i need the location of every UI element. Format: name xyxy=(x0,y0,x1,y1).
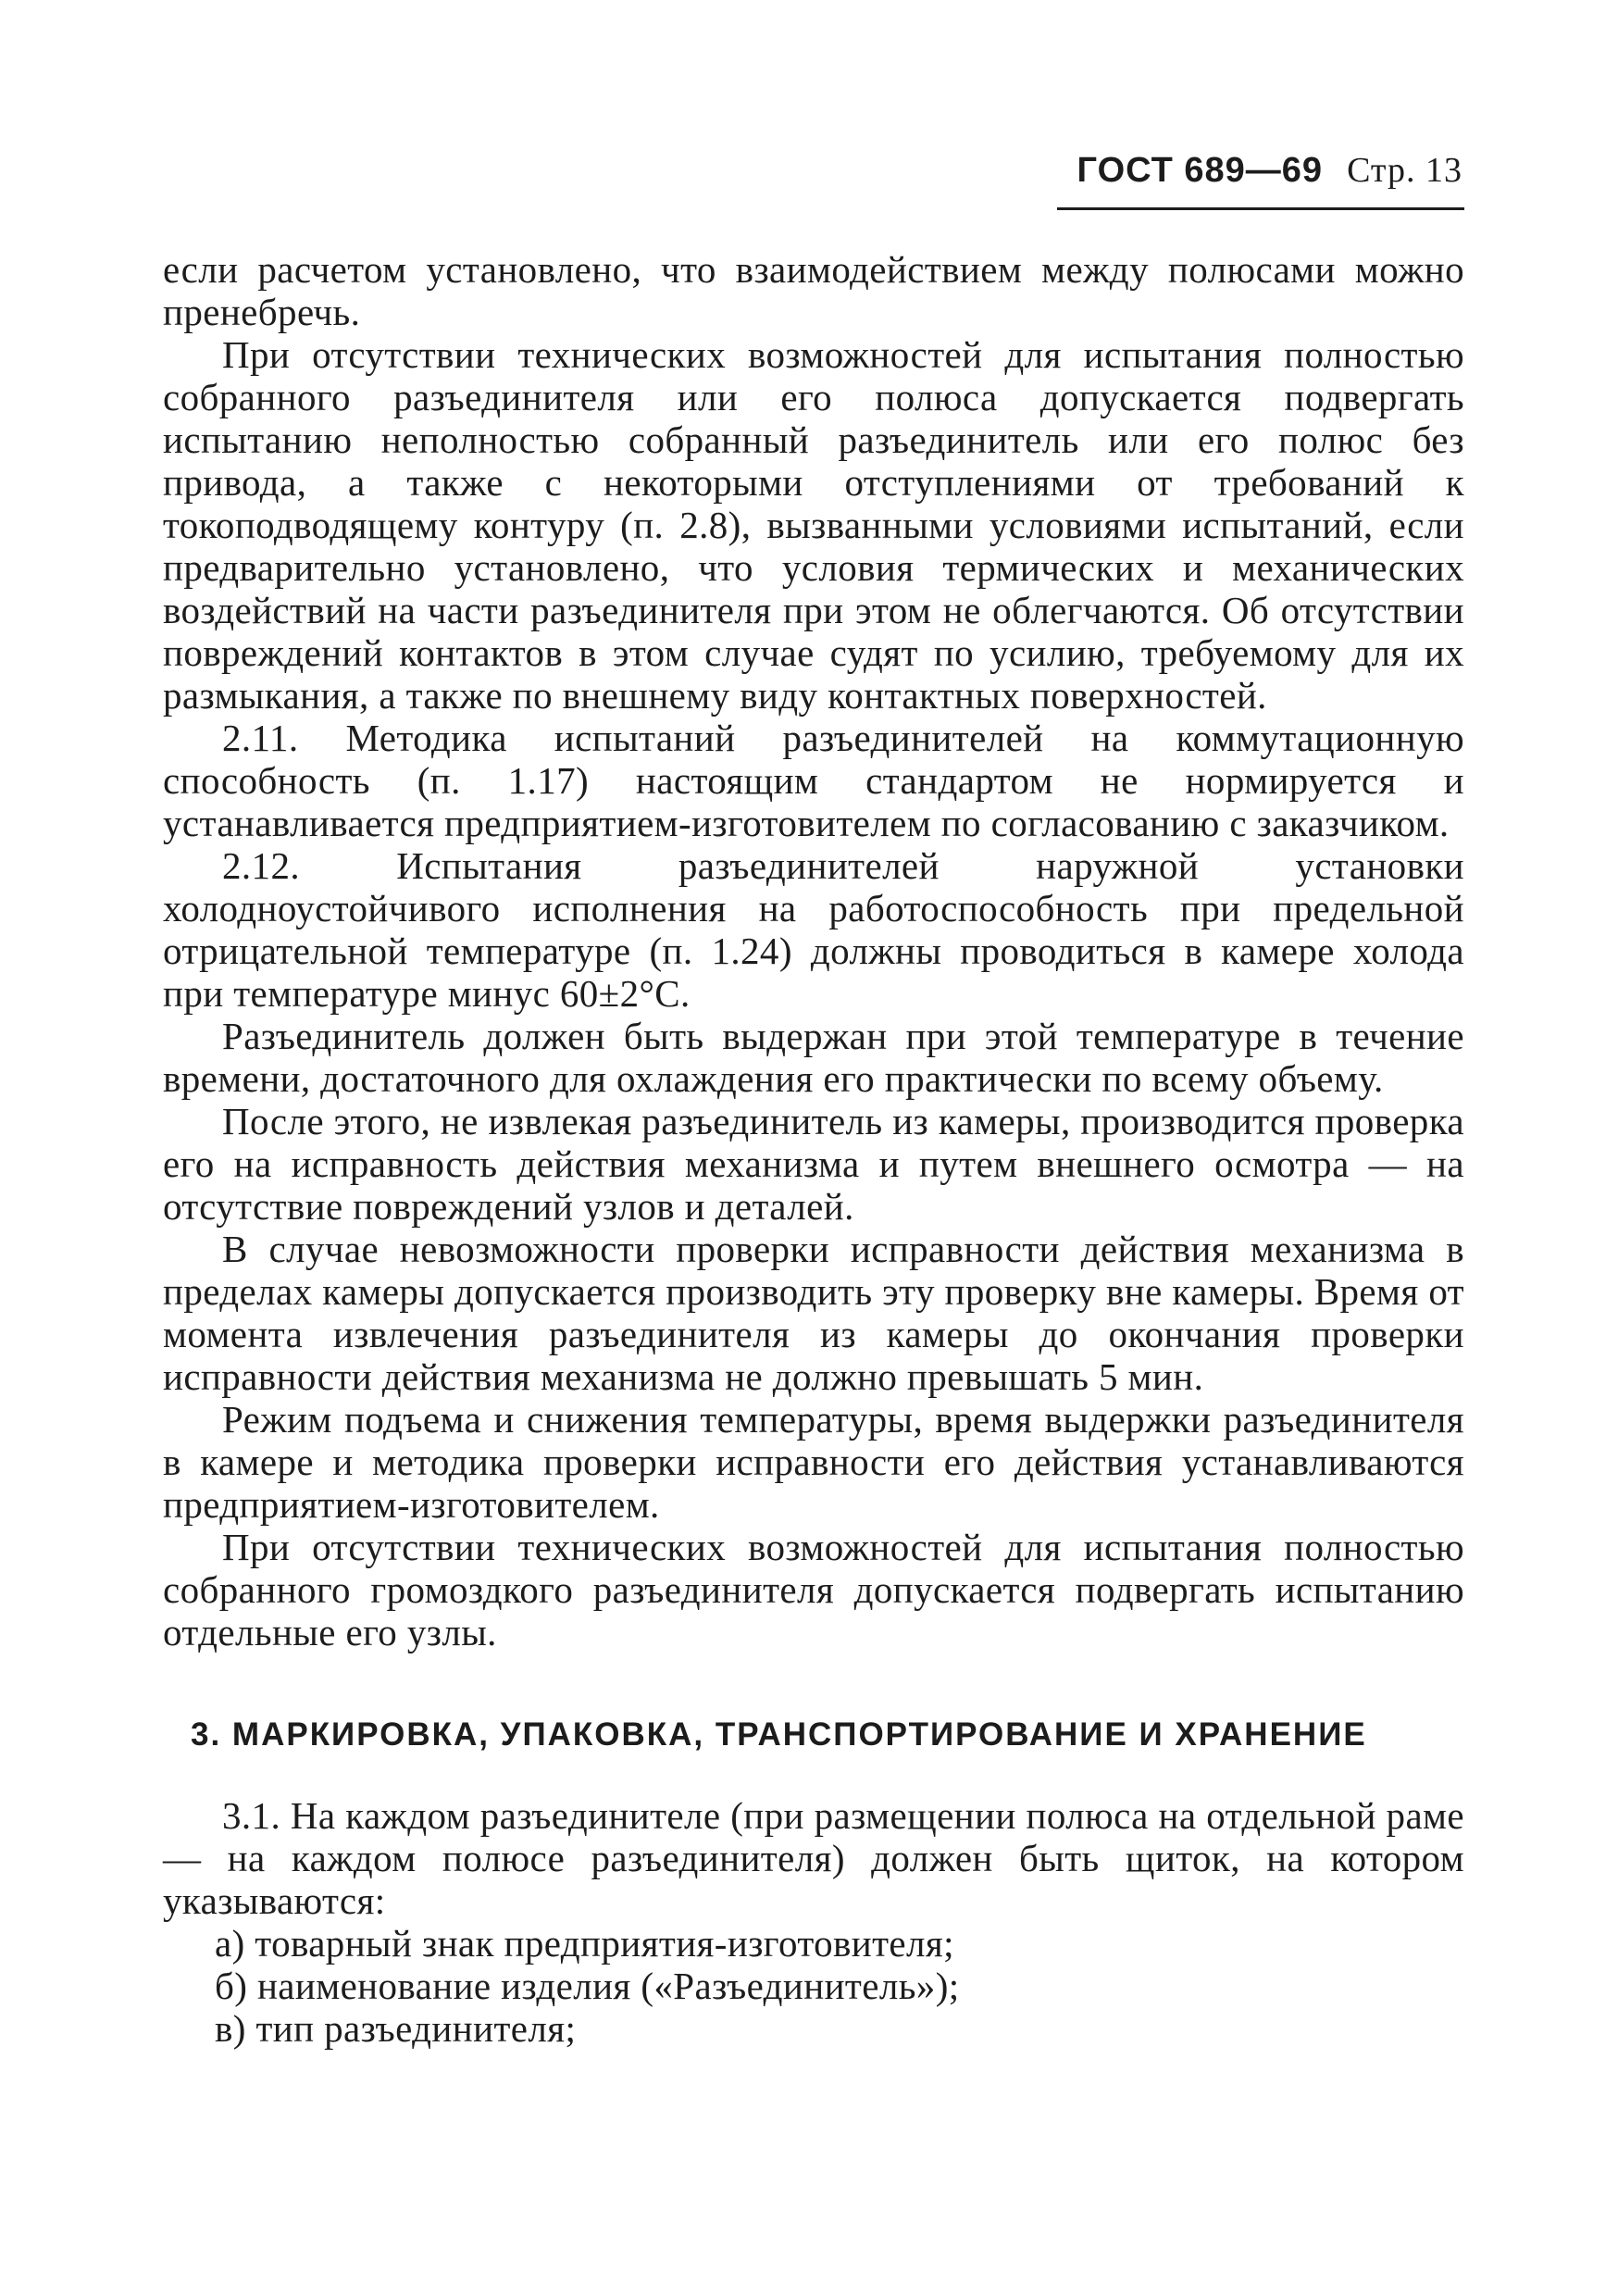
list-item-product-name: б) наименование изделия («Разъединитель»); xyxy=(215,1965,960,2007)
page-header xyxy=(1055,146,1462,202)
paragraph-inspection: После этого, не извлекая разъединитель из камеры, производится проверка его на исправность действия механизма и путем внешнего осмотра — на отсутствие повреждений узлов и деталей. xyxy=(163,1100,1464,1228)
paragraph-holding-time: Разъединитель должен быть выдержан при этой температуре в течение времени, достаточного для охлаждения его практически по всему объему. xyxy=(163,1015,1464,1100)
standard-number: ГОСТ 689—69 xyxy=(1077,151,1324,190)
paragraph-bulky-disconnector: При отсутствии технических возможностей для испытания полностью собранного громоздкого разъединителя допускается подвергать испытанию отдельные его узлы. xyxy=(163,1526,1464,1653)
paragraph-outside-chamber: В случае невозможности проверки исправности действия механизма в пределах камеры допускается производить эту проверку вне камеры. Время от момента извлечения разъединителя из камеры до окончания проверки исправности действия механизма не должно превышать 5 мин. xyxy=(163,1228,1464,1398)
paragraph-2-12: 2.12. Испытания разъединителей наружной установки холодноустойчивого исполнения на работоспособность при предельной отрицательной температуре (п. 1.24) должны проводиться в камере холода при температуре минус 60±2°С. xyxy=(163,844,1464,1015)
page-number: Стр. 13 xyxy=(1347,151,1462,190)
list-item-trademark: а) товарный знак предприятия-изготовителя; xyxy=(215,1922,954,1965)
paragraph-3-1: 3.1. На каждом разъединителе (при размещении полюса на отдельной раме — на каждом полюсе разъединителя) должен быть щиток, на котором указываются: xyxy=(163,1794,1464,1922)
header-rule xyxy=(1057,207,1464,210)
paragraph-incomplete-assembly: При отсутствии технических возможностей для испытания полностью собранного разъединителя или его полюса допускается подвергать испытанию неполностью собранный разъединитель или его полюс без привода, а также с некоторыми отступлениями от требований к токоподводящему контуру (п. 2.8), вызванными условиями испытаний, если предварительно установлено, что условия термических и механических воздействий на части разъединителя при этом не облегчаются. Об отсутствии повреждений контактов в этом случае судят по усилию, требуемому для их размыкания, а также по внешнему виду контактных поверхностей. xyxy=(163,333,1464,717)
document-body xyxy=(163,248,1464,2050)
list-item-type: в) тип разъединителя; xyxy=(215,2007,577,2050)
section-3-heading: 3. МАРКИРОВКА, УПАКОВКА, ТРАНСПОРТИРОВАНИЕ И ХРАНЕНИЕ xyxy=(191,1716,1367,1753)
paragraph-temperature-mode: Режим подъема и снижения температуры, время выдержки разъединителя в камере и методика проверки исправности его действия устанавливаются предприятием-изготовителем. xyxy=(163,1398,1464,1526)
paragraph-2-11: 2.11. Методика испытаний разъединителей на коммутационную способность (п. 1.17) настоящим стандартом не нормируется и устанавливается предприятием-изготовителем по согласованию с заказчиком. xyxy=(163,717,1464,844)
paragraph-continuation: если расчетом установлено, что взаимодействием между полюсами можно пренебречь. xyxy=(163,248,1464,333)
